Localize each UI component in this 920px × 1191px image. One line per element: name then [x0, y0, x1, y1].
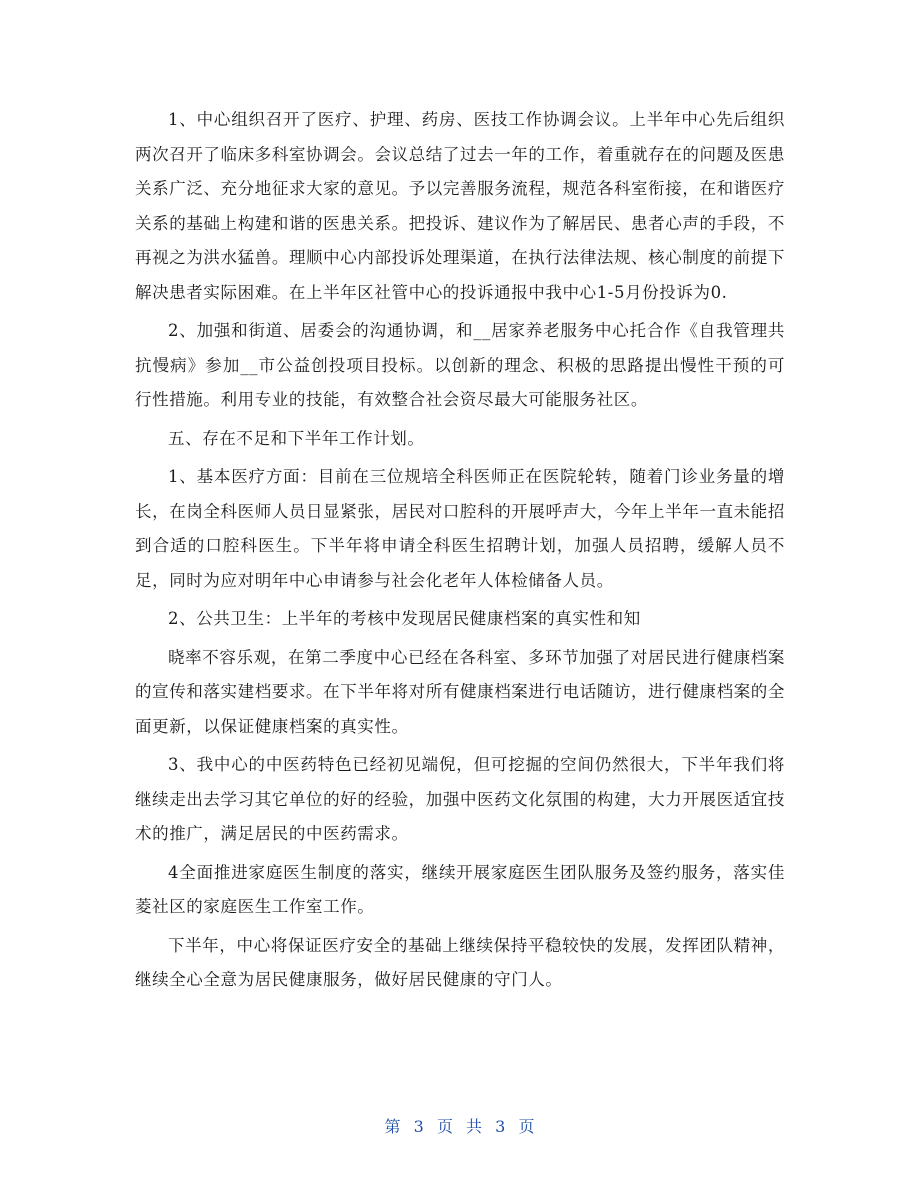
footer-label-di: 第: [384, 1117, 402, 1136]
footer-total-pages: 3: [495, 1117, 507, 1136]
paragraph-plan-4: 4全面推进家庭医生制度的落实，继续开展家庭医生团队服务及签约服务，落实佳菱社区的家庭医生工作室工作。: [135, 862, 785, 916]
section-heading: 五、存在不足和下半年工作计划。: [168, 428, 425, 448]
footer-current-page: 3: [413, 1117, 425, 1136]
footer-label-ye-end: 页: [518, 1117, 536, 1136]
paragraph-plan-3: 3、我中心的中医药特色已经初见端倪，但可挖掘的空间仍然很大，下半年我们将继续走出去学习其它单位的好的经验，加强中医药文化氛围的构建，大力开展医适宜技术的推广，满足居民的中医药需求。: [135, 755, 785, 843]
footer-label-gong: 共: [466, 1117, 484, 1136]
paragraph-item-2: 2、加强和街道、居委会的沟通协调，和__居家养老服务中心托合作《自我管理共抗慢病》参加__市公益创投项目投标。以创新的理念、积极的思路提出慢性干预的可行性措施。利用专业的技能，有效整合社会资尽最大可能服务社区。: [135, 321, 785, 409]
document-body: [135, 103, 785, 1002]
paragraph-plan-1: 1、基本医疗方面：目前在三位规培全科医师正在医院轮转，随着门诊业务量的增长，在岗全科医师人员日显紧张，居民对口腔科的开展呼声大，今年上半年一直未能招到合适的口腔科医生。下半年将申请全科医生招聘计划，加强人员招聘，缓解人员不足，同时为应对明年中心申请参与社会化老年人体检储备人员。: [135, 467, 785, 590]
footer-label-ye: 页: [436, 1117, 454, 1136]
paragraph-closing: 下半年，中心将保证医疗安全的基础上继续保持平稳较快的发展，发挥团队精神，继续全心全意为居民健康服务，做好居民健康的守门人。: [135, 935, 785, 989]
page-footer: [0, 1114, 920, 1137]
paragraph-plan-2: 2、公共卫生：上半年的考核中发现居民健康档案的真实性和知: [168, 609, 641, 628]
paragraph-plan-2-continued: 晓率不容乐观，在第二季度中心已经在各科室、多环节加强了对居民进行健康档案的宣传和落实建档要求。在下半年将对所有健康档案进行电话随访，进行健康档案的全面更新，以保证健康档案的真实性。: [135, 647, 785, 736]
paragraph-item-1: 1、中心组织召开了医疗、护理、药房、医技工作协调会议。上半年中心先后组织两次召开了临床多科室协调会。会议总结了过去一年的工作，着重就存在的问题及医患关系广泛、充分地征求大家的意见。予以完善服务流程，规范各科室衔接，在和谐医疗关系的基础上构建和谐的医患关系。把投诉、建议作为了解居民、患者心声的手段，不再视之为洪水猛兽。理顺中心内部投诉处理渠道，在执行法律法规、核心制度的前提下解决患者实际困难。在上半年区社管中心的投诉通报中我中心1-5月份投诉为0.: [135, 110, 785, 302]
